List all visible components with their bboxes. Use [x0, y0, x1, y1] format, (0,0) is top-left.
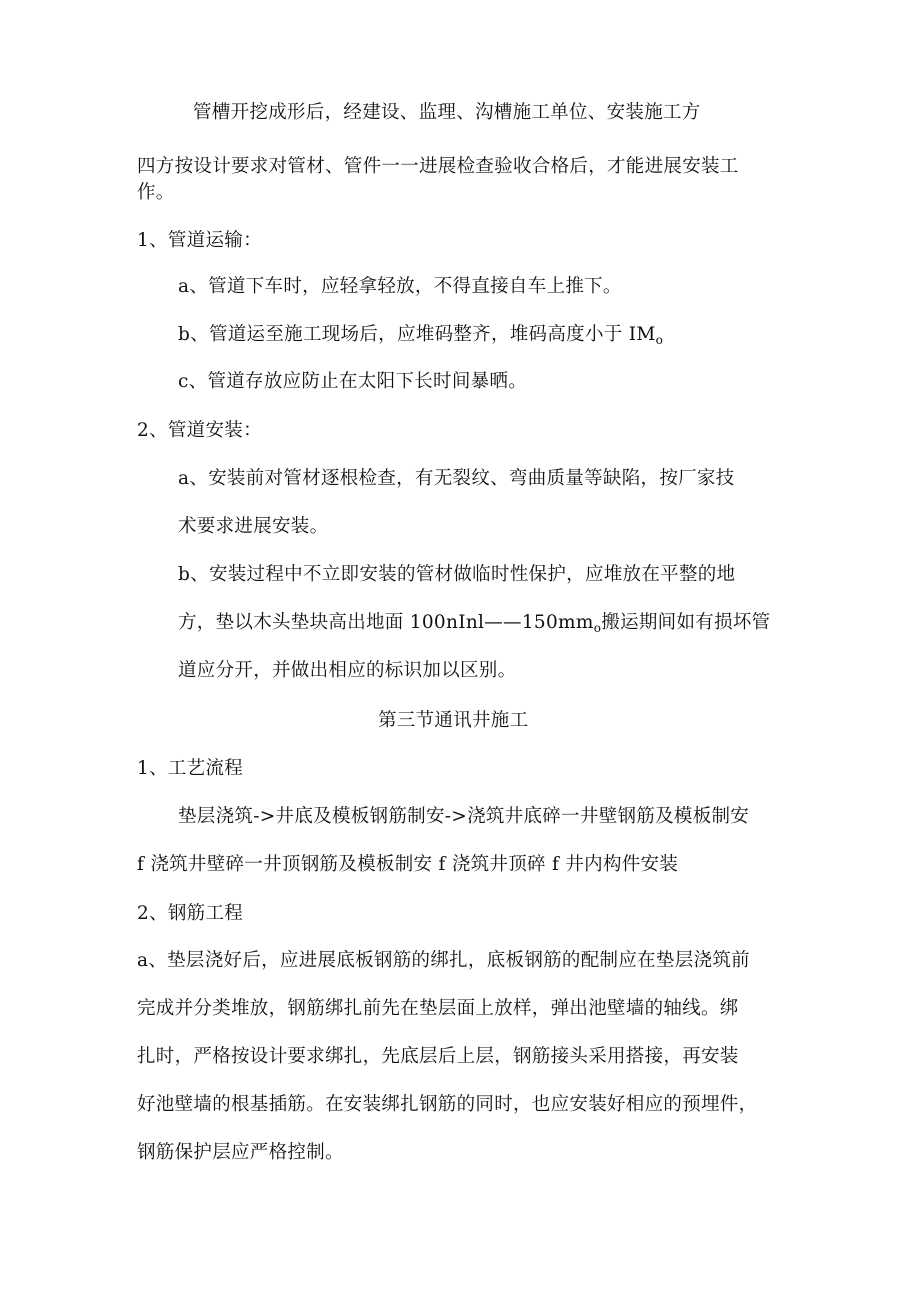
- section2-heading: 2、管道安装：: [137, 420, 262, 441]
- rebar-line-5: 钢筋保护层应严格控制。: [137, 1142, 344, 1163]
- section1-item-b: [178, 323, 663, 352]
- section2-item-a-line-2: 术要求进展安装。: [178, 516, 329, 537]
- section1-item-b-text: b、管道运至施工现场后，应堆码整齐，堆码高度小于 IM: [178, 324, 656, 345]
- section2-item-b-line-2: [178, 611, 770, 640]
- section2-item-b-line-1: b、安装过程中不立即安装的管材做临时性保护，应堆放在平整的地: [178, 564, 736, 585]
- process-line-1: 垫层浇筑->井底及模板钢筋制安->浇筑井底碎一井壁钢筋及模板制安: [178, 806, 750, 827]
- rebar-line-4: 好池壁墙的根基插筋。在安装绑扎钢筋的同时，也应安装好相应的预埋件，: [137, 1094, 758, 1115]
- section1-item-a: a、管道下车时，应轻拿轻放，不得直接自车上推下。: [178, 276, 622, 297]
- rebar-heading: 2、钢筋工程: [137, 903, 244, 924]
- section2-item-a-line-1: a、安装前对管材逐根检查，有无裂纹、弯曲质量等缺陷，按厂家技: [178, 468, 735, 489]
- section1-item-c: c、管道存放应防止在太阳下长时间暴晒。: [178, 371, 528, 392]
- intro-line-1: 管槽开挖成形后，经建设、监理、沟槽施工单位、安装施工方: [193, 102, 701, 123]
- section2-item-b-line-2-post: 搬运期间如有损坏管: [601, 612, 771, 633]
- rebar-line-2: 完成并分类堆放，钢筋绑扎前先在垫层面上放样，弹出池壁墙的轴线。绑: [137, 998, 739, 1019]
- rebar-line-3: 扎时，严格按设计要求绑扎，先底层后上层，钢筋接头采用搭接，再安装: [137, 1046, 739, 1067]
- rebar-line-1: a、垫层浇好后，应进展底板钢筋的绑扎，底板钢筋的配制应在垫层浇筑前: [137, 950, 750, 971]
- section2-item-b-line-3: 道应分开，并做出相应的标识加以区别。: [178, 660, 517, 681]
- section-title: 第三节通讯井施工: [378, 710, 529, 731]
- intro-line-2: 四方按设计要求对管材、管件一一进展检查验收合格后，才能进展安装工: [137, 156, 739, 177]
- section1-heading: 1、管道运输：: [137, 230, 262, 251]
- process-line-2: f 浇筑井壁碎一井顶钢筋及模板制安 f 浇筑井顶碎 f 井内构件安装: [137, 854, 679, 875]
- process-heading: 1、工艺流程: [137, 758, 244, 779]
- section2-item-b-line-2-pre: 方，垫以木头垫块高出地面 100nInl——150mm: [178, 612, 594, 633]
- section1-item-b-sub: o: [655, 333, 664, 347]
- intro-line-3: 作。: [137, 182, 175, 203]
- section2-item-b-line-2-sub: o: [593, 621, 602, 635]
